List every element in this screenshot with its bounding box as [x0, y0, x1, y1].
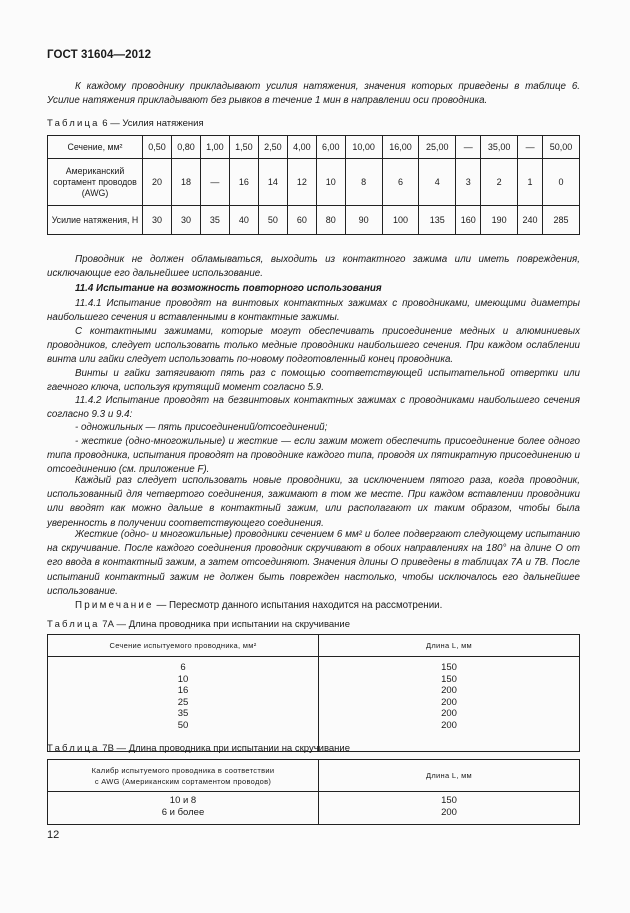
table6-cell: 14: [258, 159, 287, 206]
table7a: [47, 634, 580, 752]
paragraph-twist-test: [47, 528, 580, 599]
table6-cell: 16: [229, 159, 258, 206]
table7a-cell: 200: [441, 696, 457, 708]
list-item-rigid: [47, 435, 580, 478]
table6-cell: 190: [481, 206, 518, 235]
paragraph-text: Жесткие (одно- и многожильные) проводники сечением 6 мм² и более подвергают следующему испытанию на скручивание. После каждого соединения проводник скручивают в обоих направлениях на 180° на длине O от его ввода в контактный зажим, а затем отсоединяют. Значения длины O приведены в таблицах 7А и 7В. После испытаний контактный зажим не должен быть поврежден настолько, чтобы исключалось его дальнейшее использование.: [47, 529, 580, 597]
table6-row-label: Усилие натяжения, Н: [48, 206, 143, 235]
table6-cell: 16,00: [382, 136, 419, 159]
table6-cell: 30: [143, 206, 172, 235]
table6-row: [48, 159, 580, 206]
table6-cell: 18: [171, 159, 200, 206]
table6: [47, 135, 580, 235]
section-heading: 11.4 Испытание на возможность повторного использования: [75, 283, 382, 294]
table7a-cell: 200: [441, 719, 457, 731]
table6-cell: 0,80: [171, 136, 200, 159]
table7a-header-section: Сечение испытуемого проводника, мм²: [48, 635, 319, 657]
table7a-cell: 6: [180, 662, 186, 673]
table6-row: [48, 136, 580, 159]
table6-cell: —: [518, 136, 543, 159]
table7a-length-values: [319, 657, 580, 752]
table6-cell: 35: [200, 206, 229, 235]
table7a-caption: [47, 619, 350, 630]
table7b-caption-text: 7В — Длина проводника при испытании на скручивание: [102, 743, 351, 754]
table6-cell: 0,50: [143, 136, 172, 159]
table6-cell: 1,50: [229, 136, 258, 159]
table7b-header-gauge: [48, 760, 319, 792]
table6-cell: 6: [382, 159, 419, 206]
table7b-cell: 200: [441, 806, 457, 818]
table7b-header-line: с AWG (Американским сортаментом проводов): [94, 776, 272, 786]
table6-cell: 4: [419, 159, 456, 206]
table7a-caption-prefix: Таблица: [47, 619, 100, 630]
table6-cell: 2: [481, 159, 518, 206]
table6-cell: 25,00: [419, 136, 456, 159]
table7a-cell: 50: [177, 719, 189, 731]
table6-cell: 0: [543, 159, 580, 206]
table6-cell: 3: [456, 159, 481, 206]
table6-cell: 60: [287, 206, 316, 235]
note-text: — Пересмотр данного испытания находится на рассмотрении.: [156, 600, 443, 611]
table7b: [47, 759, 580, 825]
table6-cell: 10: [316, 159, 345, 206]
table7a-cell: 150: [441, 673, 457, 685]
table6-row: [48, 206, 580, 235]
paragraph-text: - одножильных — пять присоединений/отсоединений;: [75, 422, 328, 433]
table7b-cell: 6 и более: [161, 806, 205, 818]
table6-cell: 240: [518, 206, 543, 235]
list-item-single-wire: [47, 421, 580, 435]
table6-cell: —: [200, 159, 229, 206]
table7b-cell: 150: [441, 795, 457, 806]
table6-cell: 6,00: [316, 136, 345, 159]
table6-cell: 10,00: [345, 136, 382, 159]
table6-row-label: Сечение, мм²: [48, 136, 143, 159]
table7a-cell: 35: [177, 708, 189, 719]
table6-cell: 285: [543, 206, 580, 235]
table6-cell: 160: [456, 206, 481, 235]
table7b-gauge-values: [48, 792, 319, 825]
paragraph-new-conductors: [47, 474, 580, 531]
table7a-caption-text: 7А — Длина проводника при испытании на скручивание: [102, 619, 351, 630]
table6-cell: 4,00: [287, 136, 316, 159]
note: [75, 600, 442, 611]
table6-cell: 12: [287, 159, 316, 206]
table7a-cell: 150: [441, 662, 457, 673]
table7b-header-length: Длина L, мм: [319, 760, 580, 792]
table7b-caption-prefix: Таблица: [47, 743, 100, 754]
after-table6-paragraph: [47, 253, 580, 281]
paragraph-text: - жесткие (одно-многожильные) и жесткие — если зажим может обеспечить присоединение более одного типа проводника, испытания проводят на проводнике каждого типа, проводя их пятикратную присоединению и отсоединению (см. приложение F).: [47, 436, 580, 476]
paragraph-11-4-2: [47, 394, 580, 422]
table6-cell: 2,50: [258, 136, 287, 159]
paragraph-text: Каждый раз следует использовать новые проводники, за исключением пятого раза, когда проводник, использованный для четвертого соединения, зажимают в том же месте. При каждом вставлении проводники или вводят как можно дальше в контактный зажим, или располагают их таким образом, чтобы была уверенность в получении соответствующего соединения.: [47, 475, 580, 529]
table6-cell: 20: [143, 159, 172, 206]
table7a-cell: 200: [441, 708, 457, 719]
table6-caption-text: 6 — Усилия натяжения: [102, 118, 204, 129]
table6-cell: 30: [171, 206, 200, 235]
table6-caption: [47, 118, 204, 129]
table6-cell: 40: [229, 206, 258, 235]
table6-cell: 35,00: [481, 136, 518, 159]
after-table6-text: Проводник не должен обламываться, выходить из контактного зажима или иметь повреждения, исключающие его дальнейшее использование.: [47, 254, 580, 280]
note-prefix: Примечание: [75, 600, 154, 611]
table6-cell: 8: [345, 159, 382, 206]
table7a-section-values: [48, 657, 319, 752]
table6-row-label: Американский сортамент проводов (AWG): [48, 159, 143, 206]
table6-cell: 1,00: [200, 136, 229, 159]
paragraph-screws: [47, 367, 580, 395]
table6-cell: 100: [382, 206, 419, 235]
table6-caption-prefix: Таблица: [47, 118, 100, 129]
table6-cell: 135: [419, 206, 456, 235]
table7a-cell: 200: [441, 685, 457, 696]
table7b-caption: [47, 743, 350, 754]
table7b-header-line: Калибр испытуемого проводника в соответствии: [91, 765, 275, 775]
table7a-cell: 25: [177, 696, 189, 708]
paragraph-text: Винты и гайки затягивают пять раз с помощью соответствующей испытательной отвертки или гаечного ключа, используя крутящий момент согласно 5.9.: [47, 368, 580, 394]
intro-paragraph: [47, 80, 580, 108]
table7a-cell: 10: [177, 673, 189, 685]
paragraph-copper: [47, 325, 580, 368]
table7b-length-values: [319, 792, 580, 825]
table6-cell: 50,00: [543, 136, 580, 159]
table7a-cell: 16: [177, 685, 189, 696]
table6-cell: 1: [518, 159, 543, 206]
paragraph-text: 11.4.1 Испытание проводят на винтовых контактных зажимах с проводниками, имеющими диаметры наибольшего сечения и вставленными в контактные зажимы.: [47, 298, 580, 324]
table6-cell: —: [456, 136, 481, 159]
table6-cell: 90: [345, 206, 382, 235]
intro-text: К каждому проводнику прикладывают усилия натяжения, значения которых приведены в таблице 6. Усилие натяжения прикладывают без рывков в течение 1 мин в направлении оси проводника.: [47, 81, 580, 107]
page-number: 12: [47, 829, 60, 841]
standard-header: ГОСТ 31604—2012: [47, 49, 152, 61]
paragraph-text: С контактными зажимами, которые могут обеспечивать присоединение медных и алюминиевых проводников, следует использовать только медные проводники наибольшего сечения. При каждом ослаблении винта или гайки следует использовать по-новому подготовленный конец проводника.: [47, 326, 580, 366]
paragraph-11-4-1: [47, 297, 580, 325]
table7b-cell: 10 и 8: [169, 795, 197, 806]
paragraph-text: 11.4.2 Испытание проводят на безвинтовых контактных зажимах с проводниками наибольшего сечения согласно 9.3 и 9.4:: [47, 395, 580, 421]
table6-cell: 80: [316, 206, 345, 235]
table6-cell: 50: [258, 206, 287, 235]
table7a-header-length: Длина L, мм: [319, 635, 580, 657]
